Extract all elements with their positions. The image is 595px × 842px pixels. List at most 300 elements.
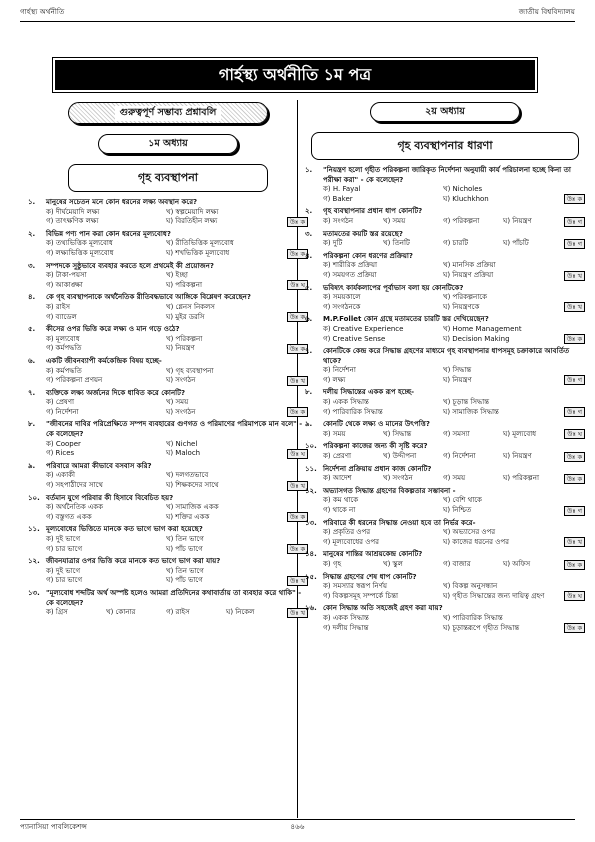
question-item: [28, 525, 308, 554]
header-right: জাতীয় বিশ্ববিদ্যালয়: [518, 7, 575, 16]
question-text: পরিকল্পনা কোন ধরণের প্রক্রিয়া?: [323, 251, 413, 260]
question-text-row: [305, 252, 585, 262]
option-grid: [305, 293, 585, 312]
question-text: জীবনযাত্রার ওপর ভিত্তি করে মানকে কত ভাগে ভাগ করা যায়?: [46, 557, 221, 566]
answer-badge: উঃ ঘ: [287, 280, 308, 290]
answer-badge: উঃ গ: [564, 375, 585, 385]
question-item: [305, 550, 585, 569]
question-text: গৃহ ব্যবস্থাপনার প্রধান ধাপ কোনটি?: [323, 207, 423, 216]
option: গ) সময়: [443, 474, 466, 483]
option: খ) Home Management: [443, 324, 522, 333]
option: ঘ) শিক্ষকদের সাথে: [166, 481, 219, 490]
option-grid: [305, 560, 585, 570]
option: ক) একক সিদ্ধান্ত: [323, 398, 369, 407]
option: ঘ) নিয়ন্ত্রণ প্রক্রিয়া: [443, 270, 494, 279]
option: ক) একাকী: [46, 471, 76, 480]
option: ক) টাকা-পয়সা: [46, 271, 87, 280]
option-grid: [305, 398, 585, 417]
option-grid: [305, 528, 585, 547]
section-title-right: গৃহ ব্যবস্থাপনার ধারণা: [311, 132, 579, 160]
question-text-row: [305, 487, 585, 497]
question-text: কোন সিদ্ধান্ত অতি সহজেই গ্রহণ করা যায়?: [323, 604, 443, 613]
question-text: সম্পদকে সুষ্ঠুভাবে ব্যবহার করতে হলে প্রথমেই কী প্রয়োজন?: [46, 261, 214, 270]
option: ঘ) পরিকল্পনা: [166, 280, 202, 289]
answer-badge: উঃ খ: [287, 576, 308, 586]
question-text-row: [305, 347, 585, 366]
question-text: মানুষের সচেতন মনে কোন ধরনের লক্ষ্য অবস্থান করে?: [46, 198, 198, 206]
option: ঘ) শখভিত্তিক মূল্যবোধ: [166, 248, 230, 257]
question-text: বিভিন্ন পণ্য পান করা কোন ধরনের মূল্যবোধ?: [46, 229, 171, 238]
option-grid: [28, 503, 308, 522]
option: গ) কর্মপদ্ধতি: [46, 344, 82, 353]
option: গ) পরিকল্পনা: [443, 216, 480, 225]
option: খ) Nichel: [166, 439, 198, 448]
option: ঘ) পাঁচটি: [503, 239, 529, 248]
question-text-row: [305, 519, 585, 529]
question-item: [28, 589, 308, 618]
option: গ) চার ভাগে: [46, 544, 83, 553]
option: ক) নির্দেশনা: [323, 366, 356, 375]
option: খ) সিদ্ধান্ত: [443, 366, 472, 375]
question-text: ভবিষ্যৎ কার্যকলাপের পূর্বাভাস বলা হয় কোনটিকে?: [323, 283, 464, 292]
option: খ) তিন ভাগে: [166, 535, 204, 543]
question-number: ৪.: [305, 251, 313, 260]
option: ক) দুটি: [323, 239, 343, 248]
question-text-row: [28, 293, 308, 303]
answer-badge: উঃ ঘ: [564, 591, 585, 601]
option: ক) দীর্ঘমেয়াদি লক্ষ্য: [46, 207, 100, 216]
question-item: [28, 325, 308, 354]
question-text: দলীয় সিদ্ধান্তের একক রূপ হচ্ছে-: [323, 388, 415, 397]
option-grid: [305, 474, 585, 484]
question-item: [28, 262, 308, 291]
section-title-left: গৃহ ব্যবস্থাপনা: [68, 164, 268, 192]
question-text: পরিবারে আমরা কীভাবে বসবাস করি?: [46, 461, 152, 470]
option: গ) সমস্যা: [443, 429, 470, 438]
question-text: "মূল্যবোধ শব্দটির অর্থ অস্পষ্ট হলেও আমরা প্রতিদিনের কথাবার্তায় তা ব্যবহার করে থাকি" - কে বলেছেন?: [46, 588, 302, 607]
option: ঘ) নিয়ন্ত্রণ: [166, 344, 195, 353]
question-item: [305, 252, 585, 281]
option: ক) Cooper: [46, 439, 81, 448]
option-grid: [305, 582, 585, 601]
question-number: ১০.: [305, 442, 317, 451]
option-grid: [28, 335, 308, 354]
question-text-row: [28, 262, 308, 272]
option: ক) সংগঠন: [323, 216, 353, 225]
option: ক) অর্থনৈতিক একক: [46, 503, 104, 512]
question-item: [28, 494, 308, 523]
question-text: "নিয়ন্ত্রণ হলো গৃহীত পরিকল্পনা জারিকৃত নির্দেশনা অনুযায়ী কার্য পরিচালনা হচ্ছে কিনা তা পরীক্ষা করা" - কে বলেছেন?: [323, 166, 571, 184]
question-text-row: [305, 465, 585, 475]
chapter-1-label: ১ম অধ্যায়: [98, 134, 238, 154]
option: খ) উদ্দীপনা: [383, 452, 417, 461]
publisher: প্যানাসিয়া পাবলিকেশন্স: [20, 822, 88, 831]
answer-badge: উঃ গ: [564, 217, 585, 227]
answer-badge: উঃ গ: [564, 407, 585, 417]
question-text: "জীবনের দাবির পরিপ্রেক্ষিতে সম্পদ ব্যবহারের গুণগত ও পরিমাণের পরিমাপকে মান বলে" - কে বলেছেন?: [46, 420, 303, 439]
option: ঘ) সামাজিক সিদ্ধান্ত: [443, 407, 499, 416]
option: গ) ব্যাডেল: [46, 312, 77, 321]
option: খ) Nicholes: [443, 185, 483, 194]
option: গ) লক্ষ্য: [323, 375, 346, 384]
right-column: [305, 102, 585, 636]
option-grid: [305, 614, 585, 633]
answer-badge: উঃ খ: [287, 608, 308, 618]
answer-badge: উঃ গ: [564, 506, 585, 516]
question-number: ৭.: [28, 388, 36, 397]
answer-badge: উঃ খ: [287, 376, 308, 386]
option-grid: [305, 366, 585, 385]
question-item: [305, 442, 585, 461]
question-text: নির্দেশনা প্রক্রিয়ায় প্রধান কাজ কোনটি?: [323, 464, 432, 473]
answer-badge: উঃ ক: [564, 334, 585, 344]
option-grid: [28, 271, 308, 290]
option: গ) সহপাঠীদের সাথে: [46, 481, 103, 490]
question-item: [305, 604, 585, 633]
question-text: কোনটি থেকে লক্ষ্য ও মানের উৎপত্তি?: [323, 420, 430, 429]
option: গ) নির্দেশনা: [443, 452, 476, 461]
option: ক) সময়কালে: [323, 293, 361, 302]
page-footer: [20, 819, 575, 834]
answer-badge: উঃ খ: [564, 271, 585, 281]
question-number: ৬.: [305, 315, 313, 324]
option: খ) পরিকল্পনা: [166, 334, 203, 343]
option: ক) প্রকৃতির ওপর: [323, 528, 371, 537]
question-text-row: [28, 494, 308, 504]
question-item: [28, 293, 308, 322]
option: ক) একক সিদ্ধান্ত: [323, 613, 369, 622]
option: খ) বেশি থাকে: [443, 496, 482, 505]
option: গ) পরিকল্পনা প্রণয়ন: [46, 376, 103, 385]
question-number: ১৪.: [305, 550, 317, 559]
question-list-right: [305, 166, 585, 633]
option: ঘ) নিকেল: [226, 608, 255, 617]
answer-badge: উঃ গ: [564, 239, 585, 249]
option: ক) কম থাকে: [323, 496, 359, 505]
question-text-row: [305, 573, 585, 583]
option: ঘ) পাঁচ ভাগে: [166, 576, 203, 585]
question-text: বর্তমান যুগে পরিবার কী হিসাবে বিবেচিত হয়?: [46, 493, 174, 502]
option: খ) সামাজিক একক: [166, 503, 219, 512]
option: ঘ) মুইর ডরসি: [166, 312, 205, 321]
option: ক) আদেশ: [323, 474, 352, 483]
answer-badge: উঃ ঘ: [564, 429, 585, 439]
question-text-row: [305, 315, 585, 325]
option: ঘ) গৃহীত সিদ্ধান্তের জন্য দায়িত্ব গ্রহণ: [443, 591, 545, 600]
option-grid: [305, 217, 585, 227]
option: ক) রাইস: [46, 302, 70, 311]
option: খ) সিদ্ধান্ত: [383, 429, 412, 438]
option: গ) সময়গত প্রক্রিয়া: [323, 270, 377, 279]
question-item: [28, 198, 308, 227]
option: ক) দুই ভাগে: [46, 535, 81, 543]
question-text: মতামতের কয়টি স্তর রয়েছে?: [323, 229, 403, 238]
question-item: [305, 388, 585, 417]
option: ক) গ্রিস: [46, 608, 68, 617]
question-text-row: [28, 325, 308, 335]
question-text-row: [305, 284, 585, 294]
option: খ) মানসিক প্রক্রিয়া: [443, 261, 496, 270]
question-number: ৪.: [28, 293, 36, 302]
option: খ) গৃহ ব্যবস্থাপনা: [166, 366, 214, 375]
question-number: ১১.: [28, 525, 40, 534]
option: গ) বস্তুগত একক: [46, 512, 92, 521]
option-grid: [305, 452, 585, 462]
option: খ) বিকল্প অনুসন্ধান: [443, 582, 498, 591]
question-text: M.P.Follet কোন গ্রন্থে মতামতের চারটি স্তর দেখিয়েছেন?: [323, 315, 489, 324]
option-grid: [28, 398, 308, 417]
option-grid: [305, 239, 585, 249]
option: খ) কোনার: [106, 608, 136, 617]
option-grid: [28, 303, 308, 322]
question-text-row: [28, 420, 308, 439]
option-grid: [28, 471, 308, 490]
option: ক) তথ্যভিত্তিক মূল্যবোধ: [46, 239, 113, 248]
answer-badge: উঃ ক: [287, 407, 308, 417]
answer-badge: উঃ ক: [564, 474, 585, 484]
question-item: [28, 357, 308, 386]
option: ক) প্রেষণা: [46, 398, 75, 407]
answer-badge: উঃ খ: [287, 481, 308, 491]
option: খ) সংগঠন: [383, 474, 413, 483]
question-text: অভ্যাসগত সিদ্ধান্ত গ্রহণের বিকল্পতার সম্ভাবনা -: [323, 486, 456, 495]
option: গ) নির্দেশনা: [46, 407, 79, 416]
question-item: [28, 389, 308, 418]
question-item: [305, 230, 585, 249]
question-item: [305, 420, 585, 439]
answer-badge: উঃ ক: [564, 560, 585, 570]
option: ঘ) পরিকল্পনা: [503, 474, 539, 483]
option: খ) অভ্যাসের ওপর: [443, 528, 496, 537]
question-item: [305, 207, 585, 226]
question-item: [28, 420, 308, 458]
question-text-row: [305, 388, 585, 398]
option-grid: [28, 367, 308, 386]
option: খ) চূড়ান্ত সিদ্ধান্ত: [443, 398, 490, 407]
question-number: ৭.: [305, 347, 313, 356]
question-text-row: [28, 230, 308, 240]
option: গ) থাকে না: [323, 506, 356, 514]
option: গ) চারটি: [443, 239, 469, 248]
important-questions-badge: [68, 102, 268, 124]
option-grid: [28, 239, 308, 258]
option-grid: [28, 535, 308, 554]
option-grid: [305, 430, 585, 440]
option: ঘ) কাজের ধরনের ওপর: [443, 537, 509, 546]
option: ঘ) Maloch: [166, 449, 201, 458]
option-grid: [305, 185, 585, 204]
option-grid: [28, 567, 308, 586]
answer-badge: উঃ খ: [564, 302, 585, 312]
option: ঘ) বিরতিহীন লক্ষ্য: [166, 217, 218, 226]
option: গ) সংগঠনকে: [323, 302, 361, 311]
option: ক) প্রেরণা: [323, 452, 352, 461]
option: ক) H. Fayal: [323, 185, 361, 194]
question-item: [305, 573, 585, 602]
question-item: [305, 315, 585, 344]
question-text: কে গৃহ ব্যবস্থাপনাকে অর্থনৈতিক রীতিবদ্ধভাবে আঙ্গিকে বিশ্লেষণ করেছেন?: [46, 293, 251, 302]
question-text-row: [28, 389, 308, 399]
option: ঘ) Decision Making: [443, 334, 510, 343]
option: গ) বিকল্পসমূহ সম্পর্কে চিন্তা: [323, 591, 399, 600]
option-grid: [305, 261, 585, 280]
question-text-row: [305, 442, 585, 452]
question-item: [28, 230, 308, 259]
question-text-row: [28, 557, 308, 567]
answer-badge: উঃ ক: [287, 344, 308, 354]
option: খ) স্কুল: [383, 559, 403, 568]
option: খ) ইচ্ছা: [166, 271, 188, 280]
question-text: মানুষের শান্তির আশ্রয়কেন্দ্র কোনটি?: [323, 550, 423, 559]
question-item: [28, 462, 308, 491]
option: গ) পারিবারিক সিদ্ধান্ত: [323, 407, 383, 416]
question-text-row: [305, 207, 585, 217]
option: গ) Creative Sense: [323, 334, 386, 343]
answer-badge: উঃ ক: [287, 512, 308, 522]
option: ঘ) সংগঠন: [166, 376, 196, 385]
option: ঘ) নিয়ন্ত্রণকে: [443, 302, 480, 311]
option-grid: [28, 608, 308, 618]
question-number: ১২.: [305, 486, 317, 495]
answer-badge: উঃ ঘ: [287, 449, 308, 459]
question-text: ব্যক্তিকে লক্ষ্য অর্জনের দিকে ধাবিত করে কোনটি?: [46, 388, 186, 397]
question-text: সিদ্ধান্ত গ্রহণের শেষ ধাপ কোনটি?: [323, 572, 417, 581]
question-number: ১০.: [28, 493, 40, 502]
option: গ) রাইস: [166, 608, 190, 617]
left-column: [28, 102, 308, 621]
option: ঘ) সংগঠন: [166, 407, 196, 416]
question-text-row: [305, 550, 585, 560]
option: ঘ) শক্তির একক: [166, 512, 210, 521]
answer-badge: উঃ খ: [564, 537, 585, 547]
question-text-row: [28, 525, 308, 535]
chapter-2-label: ২য় অধ্যায়: [370, 102, 520, 122]
option-grid: [305, 496, 585, 515]
option: গ) Rices: [46, 449, 75, 458]
option: ঘ) অফিস: [503, 559, 531, 568]
question-number: ৯.: [305, 420, 313, 429]
option: গ) আকাঙ্ক্ষা: [46, 280, 83, 289]
option: খ) গ্লেনস নিকলস: [166, 302, 215, 311]
question-text: কীসের ওপর ভিত্তি করে লক্ষ্য ও মান গড়ে ওঠে?: [46, 325, 180, 334]
question-text-row: [28, 198, 308, 208]
answer-badge: উঃ ক: [287, 312, 308, 322]
question-number: ১৩.: [28, 588, 40, 597]
question-number: ১.: [28, 198, 36, 206]
option: খ) পরিকল্পনাকে: [443, 293, 487, 302]
option: ঘ) পাঁচ ভাগে: [166, 544, 203, 553]
option-grid: [28, 208, 308, 227]
option: ক) সময়: [323, 429, 346, 438]
answer-badge: উঃ ক: [564, 194, 585, 204]
question-item: [28, 557, 308, 586]
question-text-row: [305, 230, 585, 240]
option: ক) গৃহ: [323, 559, 342, 568]
question-number: ৮.: [305, 388, 313, 397]
answer-badge: উঃ ক: [287, 217, 308, 227]
option: গ) তাৎক্ষণিক লক্ষ্য: [46, 217, 99, 226]
question-list-left: [28, 198, 308, 618]
question-number: ২.: [28, 229, 36, 238]
option: ঘ) মূল্যবোধ: [503, 429, 537, 438]
important-label: গুরুত্বপূর্ণ সম্ভাব্য প্রশ্নাবলি: [115, 106, 222, 121]
option: ক) সমস্যার স্বরূপ নির্ণয়: [323, 582, 387, 591]
question-number: ১৬.: [305, 604, 317, 613]
option: খ) পারিবারিক সিদ্ধান্ত: [443, 613, 503, 622]
question-text-row: [305, 420, 585, 430]
question-number: ১৩.: [305, 518, 317, 527]
answer-badge: উঃ ক: [287, 544, 308, 554]
question-number: ১২.: [28, 557, 40, 566]
question-text-row: [28, 357, 308, 367]
option: ক) মূল্যবোধ: [46, 334, 80, 343]
question-number: ১১.: [305, 464, 317, 473]
question-text-row: [305, 604, 585, 614]
page-number: ৪৬৬: [290, 822, 305, 831]
answer-badge: উঃ ক: [564, 623, 585, 633]
option: ক) Creative Experience: [323, 324, 404, 333]
question-number: ৫.: [305, 283, 313, 292]
page-header: [20, 8, 575, 22]
option: খ) তিনটি: [383, 239, 410, 248]
option: ঘ) চূড়ান্তরূপে গৃহীত সিদ্ধান্ত: [443, 623, 520, 632]
question-text: পরিবারে কী ধরনের সিদ্ধান্ত নেওয়া হবে তা নির্ভর করে-: [323, 518, 476, 527]
question-item: [305, 465, 585, 484]
question-number: ৮.: [28, 420, 36, 429]
question-number: ১৫.: [305, 572, 317, 581]
question-text: মূল্যবোধের ভিত্তিতে মানকে কত ভাগে ভাগ করা হয়েছে?: [46, 525, 203, 534]
option: গ) লক্ষ্যভিত্তিক মূল্যবোধ: [46, 248, 114, 257]
option-grid: [305, 325, 585, 344]
option: খ) রীতিভিত্তিক মূল্যবোধ: [166, 239, 234, 248]
question-number: ৫.: [28, 325, 36, 334]
option: খ) সময়: [166, 398, 189, 407]
question-item: [305, 347, 585, 385]
option: ঘ) Kluchkhon: [443, 194, 489, 203]
option: ক) কর্মপদ্ধতি: [46, 366, 82, 375]
option: ঘ) নিশ্চিত: [443, 506, 472, 514]
answer-badge: উঃ ক: [287, 249, 308, 259]
answer-badge: উঃ ক: [564, 452, 585, 462]
option: খ) সময়: [383, 216, 406, 225]
question-text-row: [305, 166, 585, 185]
option: ঘ) নিয়ন্ত্রণ: [503, 452, 532, 461]
question-text-row: [28, 589, 308, 608]
question-number: ৯.: [28, 461, 36, 470]
page-banner: গার্হস্থ্য অর্থনীতি ১ম পত্র: [55, 60, 535, 90]
question-text-row: [28, 462, 308, 472]
option: গ) Baker: [323, 194, 353, 203]
option: গ) দলীয় সিদ্ধান্ত: [323, 623, 369, 632]
option: গ) চার ভাগে: [46, 576, 83, 585]
header-left: গার্হস্থ্য অর্থনীতি: [20, 7, 65, 16]
option: ক) দুই ভাগে: [46, 566, 81, 575]
question-text: পরিকল্পনা কাজের জন্য কী সৃষ্টি করে?: [323, 442, 428, 451]
question-number: ২.: [305, 207, 313, 216]
option: ঘ) নিয়ন্ত্রণ: [503, 216, 532, 225]
question-item: [305, 284, 585, 313]
option: ঘ) নিয়ন্ত্রণ: [443, 375, 472, 384]
question-text: একটি জীবনব্যাপী কর্মকেন্দ্রিক বিষয় হচ্ছে-: [46, 356, 162, 365]
question-number: ৬.: [28, 356, 36, 365]
option: ক) শারীরিক প্রক্রিয়া: [323, 261, 378, 270]
option: গ) মূল্যবোধের ওপর: [323, 537, 379, 546]
question-number: ৩.: [305, 229, 313, 238]
option: গ) বাজার: [443, 559, 471, 568]
question-item: [305, 166, 585, 204]
option: খ) তিন ভাগে: [166, 566, 204, 575]
question-item: [305, 519, 585, 548]
